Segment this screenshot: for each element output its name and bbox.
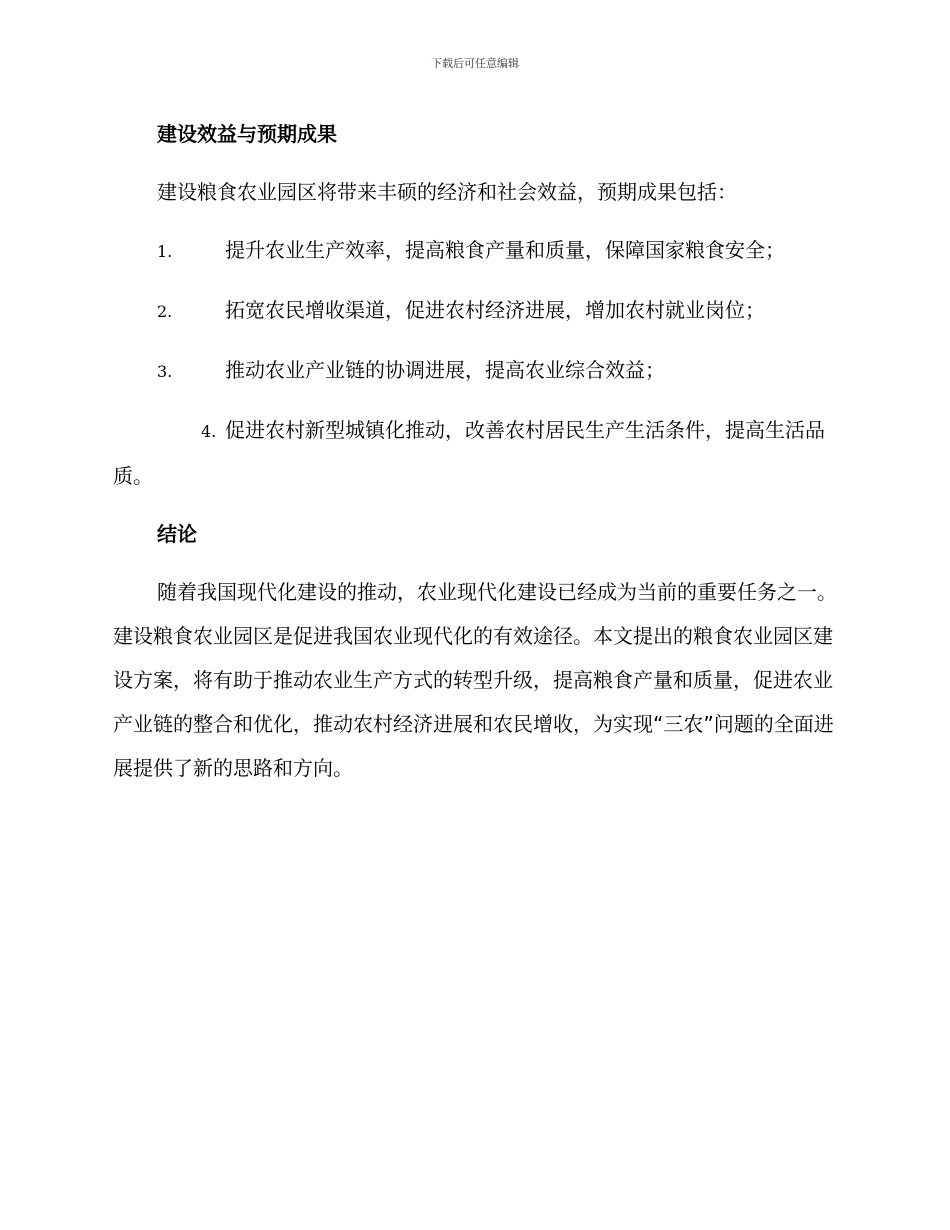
list-item-number: 4. [201,422,217,441]
list-item [113,228,837,274]
list-item [113,348,837,394]
list-item-number: 2. [157,302,173,321]
list-item-text: 促进农村新型城镇化推动，改善农村居民生产生活条件，提高生活品质。 [113,418,825,488]
list-item-text: 拓宽农民增收渠道，促进农村经济进展，增加农村就业岗位； [225,298,765,322]
list-item-number: 1. [157,242,173,261]
section-heading-benefits: 建设效益与预期成果 [157,122,337,146]
section-heading-conclusion: 结论 [157,522,197,546]
list-item-text: 提升农业生产效率，提高粮食产量和质量，保障国家粮食安全； [225,238,785,262]
header-note: 下载后可任意编辑 [431,57,519,70]
benefits-intro-paragraph: 建设粮食农业园区将带来丰硕的经济和社会效益，预期成果包括： [157,180,737,204]
document-content [113,112,837,790]
list-item [113,288,837,334]
list-item-number: 3. [157,362,173,381]
list-item-text: 推动农业产业链的协调进展，提高农业综合效益； [225,358,665,382]
conclusion-paragraph: 随着我国现代化建设的推动，农业现代化建设已经成为当前的重要任务之一。建设粮食农业园区是促进我国农业现代化的有效途径。本文提出的粮食农业园区建设方案，将有助于推动农业生产方式的转型升级，提高粮食产量和质量，促进农业产业链的整合和优化，推动农村经济进展和农民增收，为实现“三农”问题的全面进展提供了新的思路和方向。 [113,580,837,780]
list-item [113,408,837,498]
